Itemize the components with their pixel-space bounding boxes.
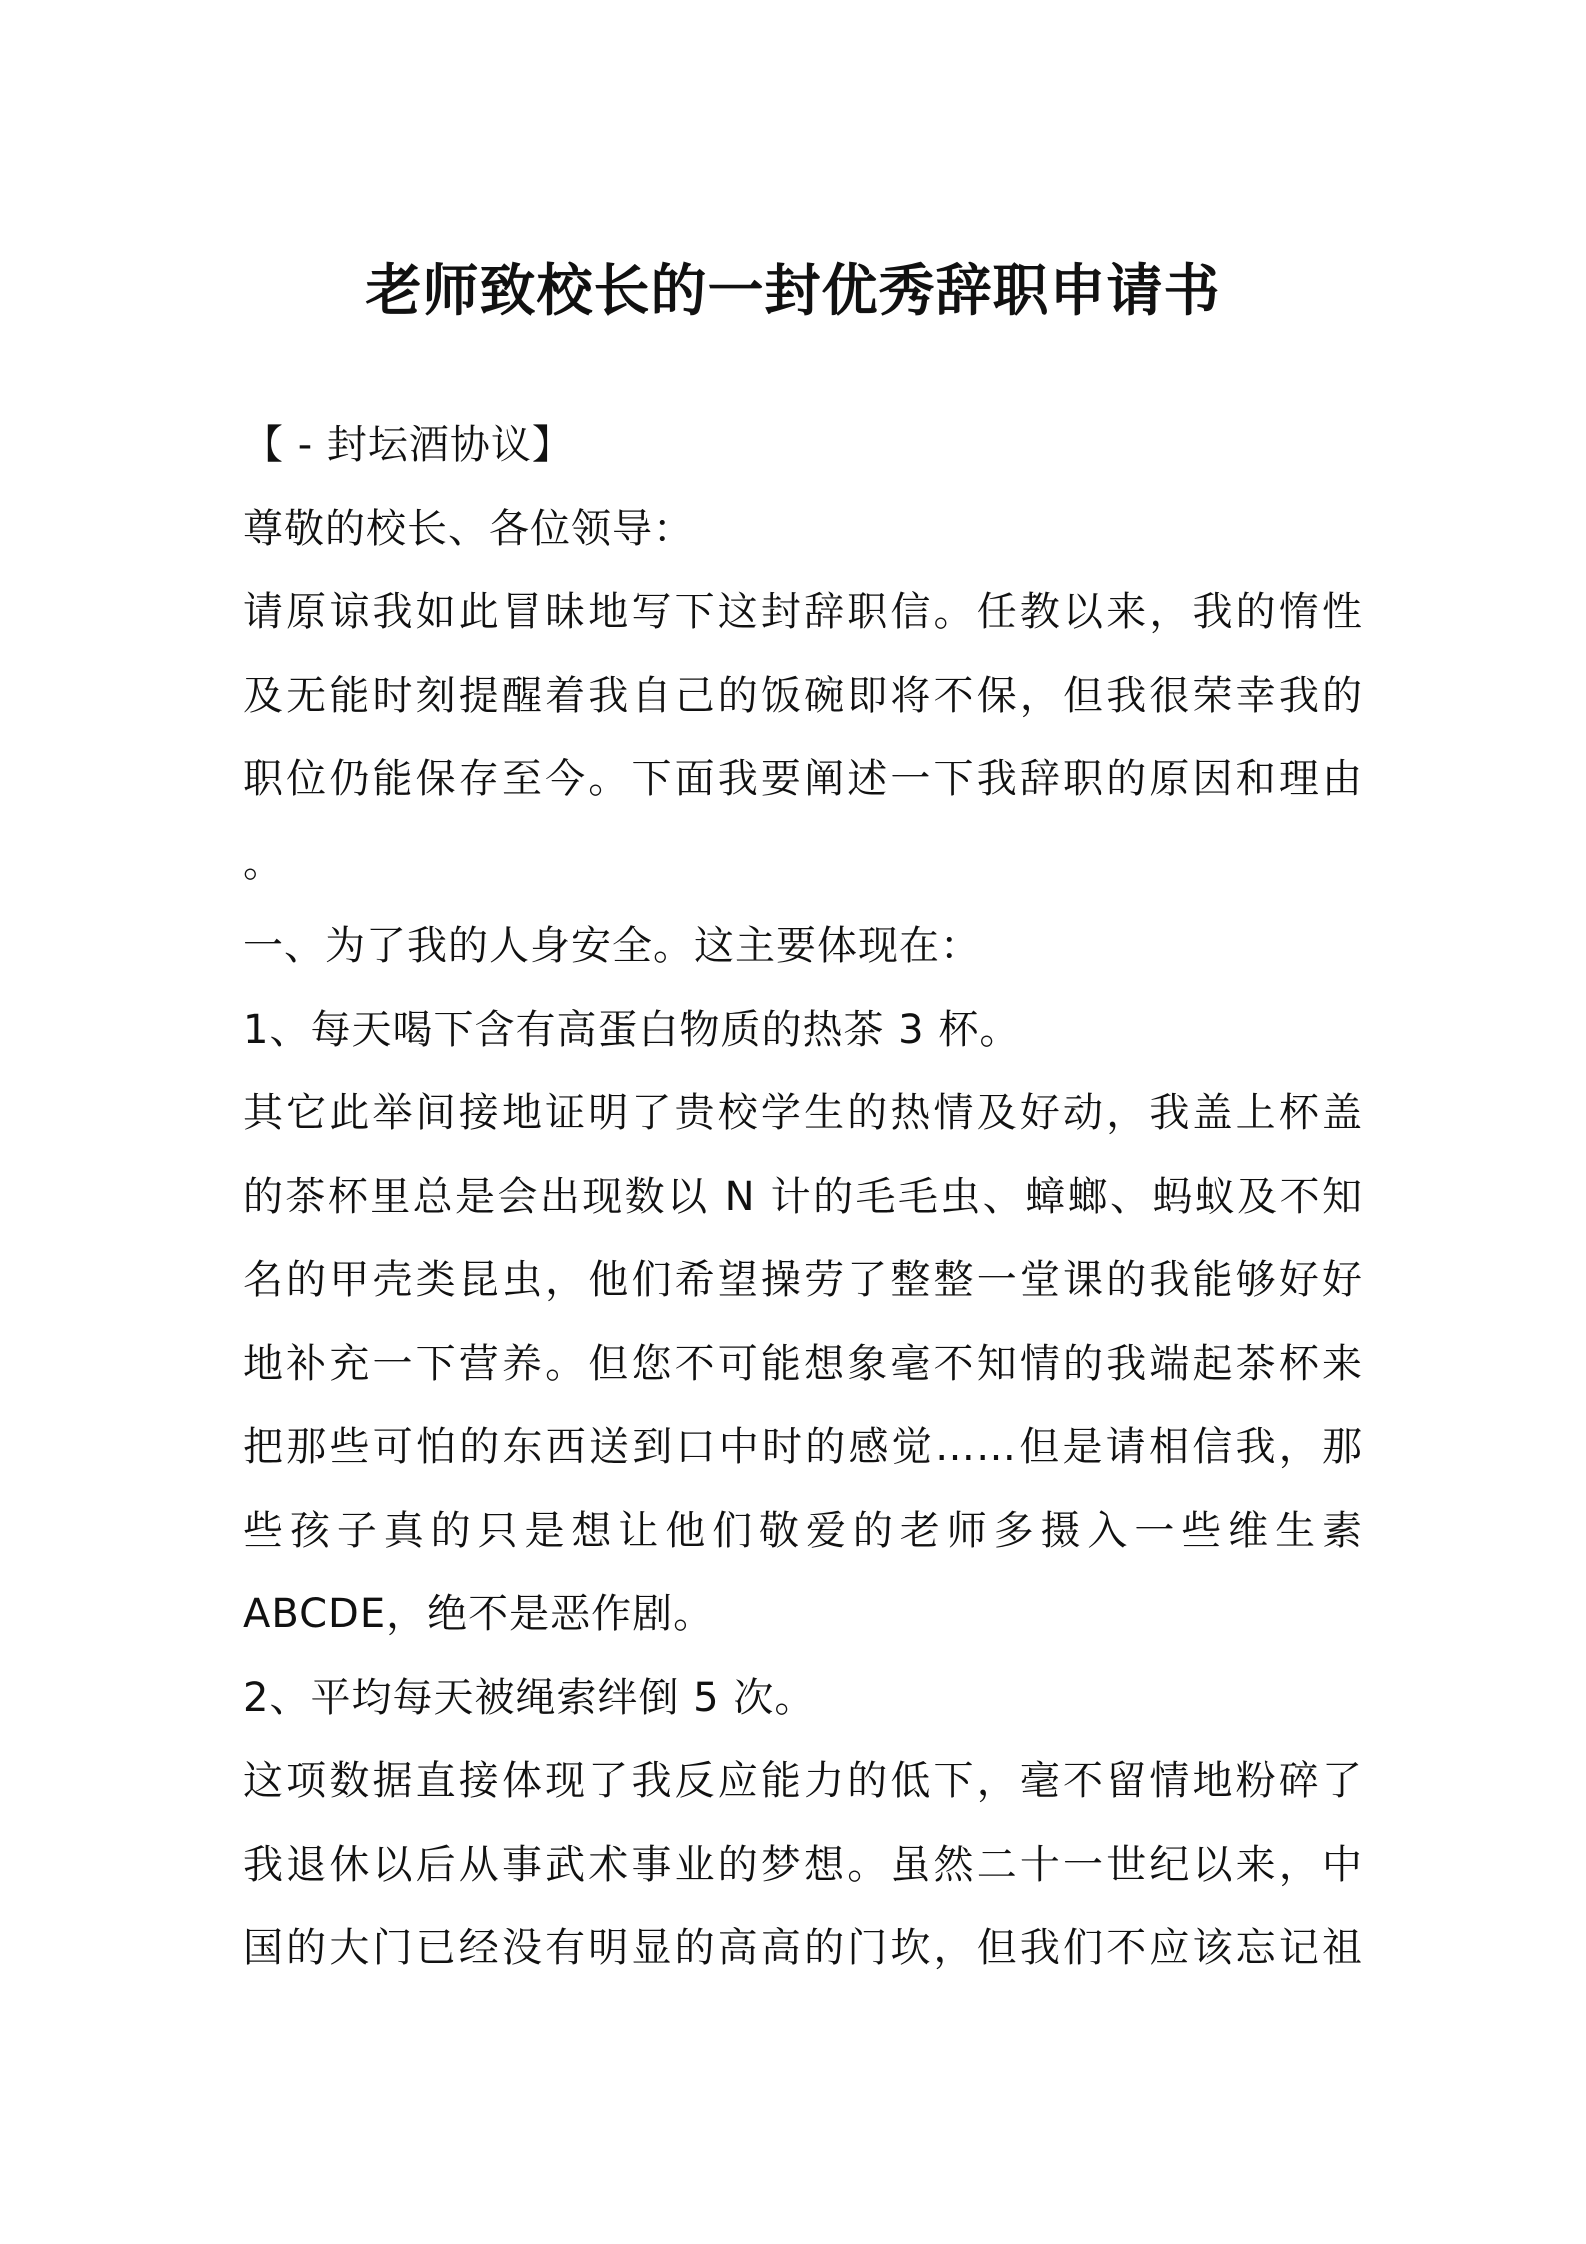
text-line: 的茶杯里总是会出现数以 N 计的毛毛虫、蟑螂、蚂蚁及不知 [243,1173,1363,1220]
text-line: 把那些可怕的东西送到口中时的感觉……但是请相信我，那 [243,1424,1363,1470]
text-line: 我退休以后从事武术事业的梦想。虽然二十一世纪以来，中 [243,1841,1363,1888]
text-line: 职位仍能保存至今。下面我要阐述一下我辞职的原因和理由 [243,756,1363,802]
document-title: 老师致校长的一封优秀辞职申请书 [365,259,1221,324]
text-line: 国的大门已经没有明显的高高的门坎，但我们不应该忘记祖 [243,1925,1363,1971]
section-heading: 一、为了我的人身安全。这主要体现在： [243,923,981,969]
list-item-heading: 2、平均每天被绳索绊倒 5 次。 [243,1674,816,1721]
text-line: 些孩子真的只是想让他们敬爱的老师多摄入一些维生素 [243,1507,1363,1554]
document-body [243,404,1363,1991]
text-line: 及无能时刻提醒着我自己的饭碗即将不保，但我很荣幸我的 [243,672,1363,719]
text-line-prefix: 【 - 封坛酒协议】 [243,422,573,468]
text-line: 地补充一下营养。但您不可能想象毫不知情的我端起茶杯来 [243,1340,1363,1387]
text-line: 。 [243,839,284,886]
list-item-heading: 1、每天喝下含有高蛋白物质的热茶 3 杯。 [243,1006,1021,1053]
text-line: 这项数据直接体现了我反应能力的低下，毫不留情地粉碎了 [243,1758,1363,1804]
text-line-salutation: 尊敬的校长、各位领导： [243,505,694,552]
text-line: 其它此举间接地证明了贵校学生的热情及好动，我盖上杯盖 [243,1090,1363,1136]
text-line: 名的甲壳类昆虫，他们希望操劳了整整一堂课的我能够好好 [243,1257,1363,1303]
text-line: ABCDE，绝不是恶作剧。 [243,1591,715,1637]
text-line: 请原谅我如此冒昧地写下这封辞职信。任教以来，我的惰性 [243,589,1363,635]
